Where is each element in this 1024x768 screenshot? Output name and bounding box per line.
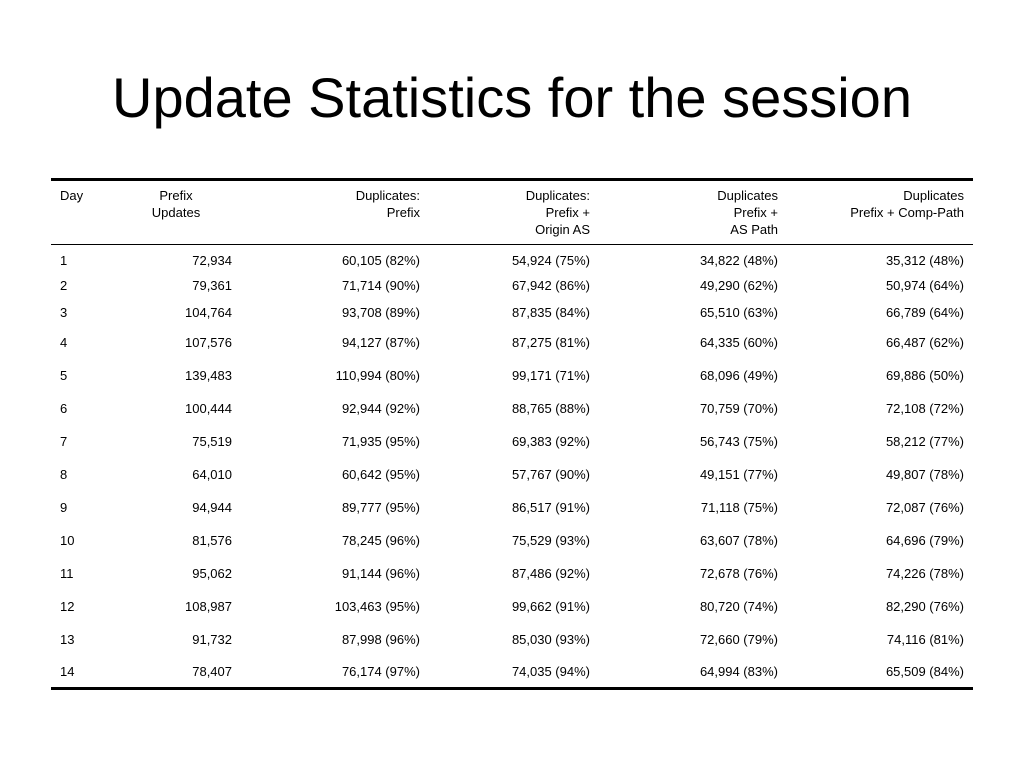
table-row: [51, 557, 973, 590]
header-line: Duplicates: [717, 188, 778, 203]
cell-dup-prefix: 71,714 (90%): [341, 277, 420, 293]
cell-dup-prefix-origin-as: 99,662 (91%): [511, 598, 590, 614]
cell-prefix-updates: 139,483: [185, 367, 232, 383]
slide-title: Update Statistics for the session: [112, 66, 912, 129]
cell-day: 7: [60, 433, 68, 449]
cell-dup-prefix-origin-as: 69,383 (92%): [511, 433, 590, 449]
cell-prefix-updates: 72,934: [192, 252, 232, 268]
table-row: [51, 491, 973, 524]
table-body: [51, 245, 973, 689]
cell-prefix-updates: 95,062: [192, 565, 232, 581]
cell-dup-prefix-origin-as: 75,529 (93%): [511, 532, 590, 548]
cell-dup-prefix-origin-as: 85,030 (93%): [511, 631, 590, 647]
header-row: [51, 180, 973, 245]
cell-dup-prefix-comp-path: 35,312 (48%): [885, 252, 964, 268]
cell-dup-prefix-comp-path: 66,487 (62%): [885, 334, 964, 350]
header-line: Prefix +: [545, 205, 590, 220]
cell-dup-prefix-comp-path: 82,290 (76%): [885, 598, 964, 614]
cell-dup-prefix: 103,463 (95%): [334, 598, 420, 614]
cell-dup-prefix-origin-as: 87,275 (81%): [511, 334, 590, 350]
header-prefix-updates: [111, 180, 241, 245]
cell-dup-prefix-as-path: 80,720 (74%): [699, 598, 778, 614]
header-duplicates-prefix-as-path: [599, 180, 787, 245]
table-row: [51, 299, 973, 326]
table-row: [51, 326, 973, 359]
table-row: [51, 623, 973, 656]
cell-dup-prefix: 78,245 (96%): [341, 532, 420, 548]
cell-dup-prefix-origin-as: 67,942 (86%): [511, 277, 590, 293]
table-row: [51, 524, 973, 557]
cell-dup-prefix-as-path: 68,096 (49%): [699, 367, 778, 383]
cell-dup-prefix-origin-as: 86,517 (91%): [511, 499, 590, 515]
header-line: AS Path: [730, 222, 778, 237]
header-line: Prefix: [386, 205, 420, 220]
cell-dup-prefix-as-path: 70,759 (70%): [699, 400, 778, 416]
cell-prefix-updates: 78,407: [192, 663, 232, 679]
header-line: Duplicates:: [525, 188, 590, 203]
cell-day: 8: [60, 466, 68, 482]
cell-dup-prefix-origin-as: 87,486 (92%): [511, 565, 590, 581]
cell-day: 1: [60, 252, 68, 268]
cell-dup-prefix: 76,174 (97%): [341, 663, 420, 679]
cell-dup-prefix-as-path: 49,290 (62%): [699, 277, 778, 293]
cell-dup-prefix: 110,994 (80%): [335, 367, 420, 383]
cell-dup-prefix-comp-path: 66,789 (64%): [885, 304, 964, 320]
cell-dup-prefix-origin-as: 57,767 (90%): [511, 466, 590, 482]
cell-prefix-updates: 75,519: [192, 433, 232, 449]
cell-day: 11: [60, 565, 74, 581]
header-line: Origin AS: [535, 222, 590, 237]
cell-dup-prefix-as-path: 34,822 (48%): [699, 252, 778, 268]
update-statistics-table: [51, 178, 973, 690]
cell-dup-prefix-comp-path: 49,807 (78%): [885, 466, 964, 482]
cell-prefix-updates: 64,010: [192, 466, 232, 482]
cell-prefix-updates: 104,764: [185, 304, 232, 320]
cell-prefix-updates: 81,576: [192, 532, 232, 548]
table-header: [51, 180, 973, 245]
cell-prefix-updates: 94,944: [192, 499, 232, 515]
cell-dup-prefix-as-path: 64,994 (83%): [699, 663, 778, 679]
cell-prefix-updates: 100,444: [185, 400, 232, 416]
cell-dup-prefix-comp-path: 74,226 (78%): [885, 565, 964, 581]
cell-dup-prefix-comp-path: 69,886 (50%): [885, 367, 964, 383]
header-line: Duplicates: [903, 188, 964, 203]
table-row: [51, 245, 973, 272]
cell-dup-prefix-as-path: 63,607 (78%): [699, 532, 778, 548]
cell-dup-prefix-origin-as: 99,171 (71%): [511, 367, 590, 383]
cell-day: 14: [60, 663, 75, 679]
cell-prefix-updates: 108,987: [185, 598, 232, 614]
cell-dup-prefix: 92,944 (92%): [341, 400, 420, 416]
cell-dup-prefix-comp-path: 72,108 (72%): [885, 400, 964, 416]
cell-dup-prefix-as-path: 72,660 (79%): [699, 631, 778, 647]
table-row: [51, 425, 973, 458]
cell-dup-prefix-as-path: 72,678 (76%): [699, 565, 778, 581]
table-row: [51, 392, 973, 425]
header-line: Prefix: [159, 188, 193, 203]
cell-day: 6: [60, 400, 68, 416]
cell-day: 4: [60, 334, 68, 350]
header-line: Prefix +: [733, 205, 778, 220]
cell-prefix-updates: 79,361: [192, 277, 232, 293]
cell-day: 13: [60, 631, 75, 647]
table-row: [51, 272, 973, 299]
table-row: [51, 590, 973, 623]
table-row: [51, 656, 973, 689]
header-duplicates-prefix: [241, 180, 429, 245]
header-duplicates-prefix-origin-as: [429, 180, 599, 245]
cell-dup-prefix: 93,708 (89%): [341, 304, 420, 320]
cell-day: 9: [60, 499, 68, 515]
cell-dup-prefix-as-path: 56,743 (75%): [699, 433, 778, 449]
cell-dup-prefix-as-path: 49,151 (77%): [699, 466, 778, 482]
cell-dup-prefix-comp-path: 74,116 (81%): [886, 631, 964, 647]
cell-dup-prefix: 94,127 (87%): [341, 334, 420, 350]
header-line: Day: [60, 188, 84, 203]
cell-day: 3: [60, 304, 68, 320]
header-line: Prefix + Comp-Path: [850, 205, 964, 220]
cell-dup-prefix-as-path: 71,118 (75%): [700, 499, 778, 515]
header-line: Updates: [151, 205, 201, 220]
header-line: Duplicates:: [355, 188, 420, 203]
cell-dup-prefix: 87,998 (96%): [341, 631, 420, 647]
cell-dup-prefix-origin-as: 54,924 (75%): [511, 252, 590, 268]
table-row: [51, 359, 973, 392]
cell-dup-prefix: 91,144 (96%): [341, 565, 420, 581]
cell-dup-prefix: 60,642 (95%): [341, 466, 420, 482]
cell-day: 5: [60, 367, 68, 383]
cell-dup-prefix-as-path: 65,510 (63%): [699, 304, 778, 320]
cell-dup-prefix-origin-as: 74,035 (94%): [511, 663, 590, 679]
cell-dup-prefix: 60,105 (82%): [341, 252, 420, 268]
header-day: [51, 180, 111, 245]
cell-dup-prefix: 71,935 (95%): [341, 433, 420, 449]
cell-dup-prefix-origin-as: 87,835 (84%): [511, 304, 590, 320]
cell-dup-prefix-comp-path: 72,087 (76%): [885, 499, 964, 515]
cell-dup-prefix-comp-path: 65,509 (84%): [885, 663, 964, 679]
header-duplicates-prefix-comp-path: [787, 180, 973, 245]
cell-dup-prefix: 89,777 (95%): [341, 499, 420, 515]
cell-dup-prefix-as-path: 64,335 (60%): [699, 334, 778, 350]
cell-dup-prefix-comp-path: 64,696 (79%): [885, 532, 964, 548]
cell-dup-prefix-origin-as: 88,765 (88%): [511, 400, 590, 416]
cell-prefix-updates: 91,732: [192, 631, 232, 647]
cell-dup-prefix-comp-path: 50,974 (64%): [885, 277, 964, 293]
cell-day: 10: [60, 532, 75, 548]
cell-day: 2: [60, 277, 68, 293]
cell-prefix-updates: 107,576: [185, 334, 232, 350]
cell-day: 12: [60, 598, 75, 614]
cell-dup-prefix-comp-path: 58,212 (77%): [885, 433, 964, 449]
table-row: [51, 458, 973, 491]
